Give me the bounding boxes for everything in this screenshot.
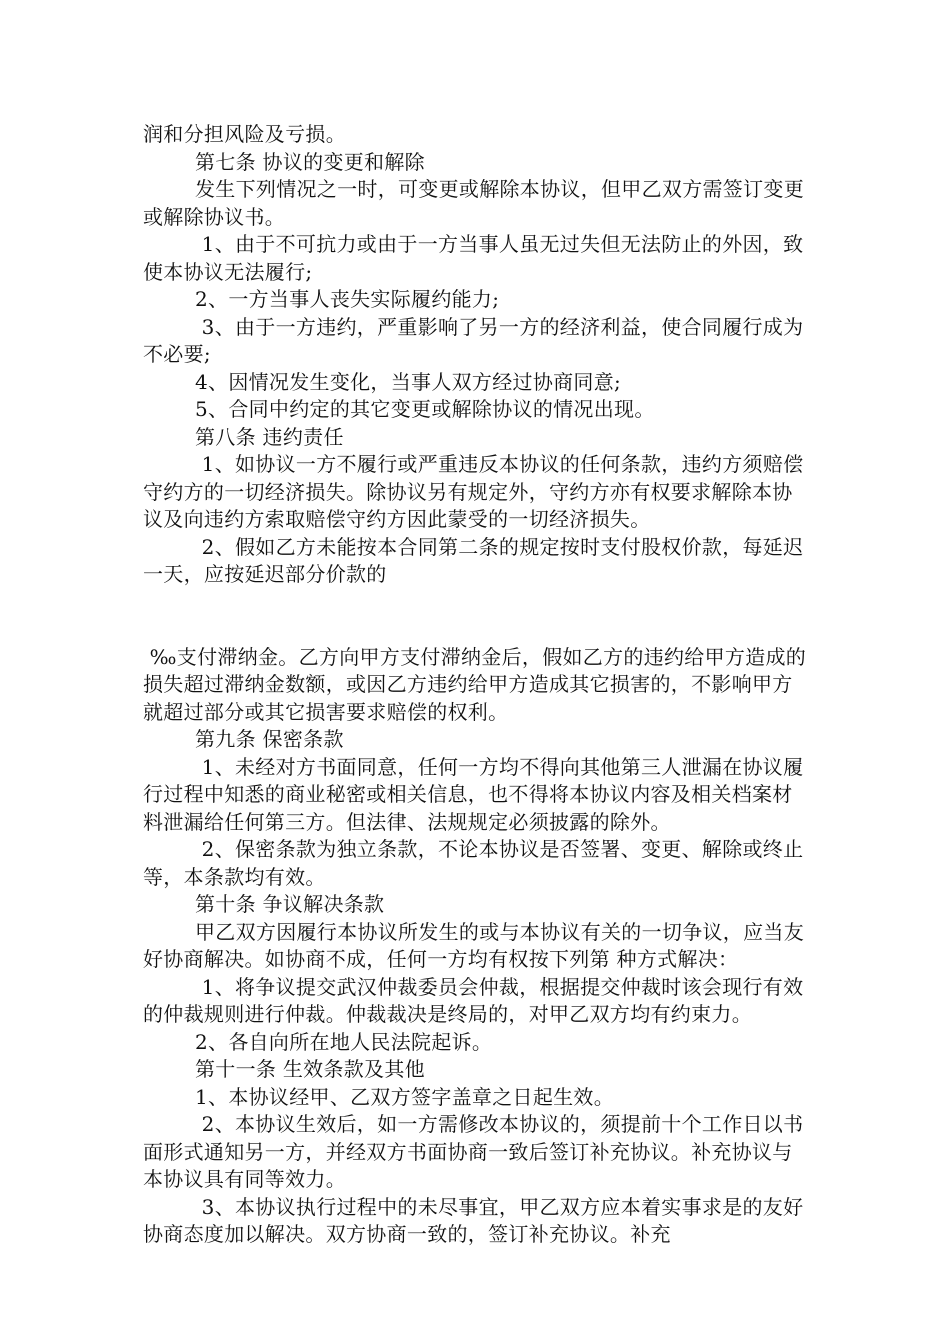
list-item: 3、本协议执行过程中的未尽事宜，甲乙双方应本着实事求是的友好协商态度加以解决。双方协商一致的，签订补充协议。补充	[143, 1194, 804, 1246]
list-item: 2、各自向所在地人民法院起诉。	[195, 1029, 493, 1054]
paragraph: 甲乙双方因履行本协议所发生的或与本协议有关的一切争议，应当友好协商解决。如协商不成，任何一方均有权按下列第 种方式解决：	[143, 919, 804, 971]
section-heading-article-8: 第八条 违约责任	[195, 424, 344, 449]
document-body	[143, 121, 808, 1249]
list-item: 2、本协议生效后，如一方需修改本协议的，须提前十个工作日以书面形式通知另一方，并经双方书面协商一致后签订补充协议。补充协议与本协议具有同等效力。	[143, 1112, 804, 1191]
list-item: 1、未经对方书面同意，任何一方均不得向其他第三人泄漏在协议履行过程中知悉的商业秘密或相关信息，也不得将本协议内容及相关档案材料泄漏给任何第三方。但法律、法规规定必须披露的除外。	[143, 754, 804, 834]
blank-gap	[143, 589, 808, 644]
section-heading-article-11: 第十一条 生效条款及其他	[195, 1057, 425, 1081]
list-item: 1、将争议提交武汉仲裁委员会仲裁，根据提交仲裁时该会现行有效的仲裁规则进行仲裁。仲裁裁决是终局的，对甲乙双方均有约束力。	[143, 974, 804, 1026]
paragraph: 润和分担风险及亏损。	[143, 122, 346, 146]
list-item: 5、合同中约定的其它变更或解除协议的情况出现。	[195, 397, 655, 421]
list-item: 1、本协议经甲、乙双方签字盖章之日起生效。	[195, 1084, 615, 1109]
list-item: 2、保密条款为独立条款，不论本协议是否签署、变更、解除或终止等，本条款均有效。	[143, 837, 804, 889]
paragraph: ‰支付滞纳金。乙方向甲方支付滞纳金后，假如乙方的违约给甲方造成的损失超过滞纳金数额，或因乙方违约给甲方造成其它损害的，不影响甲方就超过部分或其它损害要求赔偿的权利。	[143, 644, 807, 724]
section-heading-article-7: 第七条 协议的变更和解除	[195, 149, 425, 174]
list-item: 2、一方当事人丧失实际履约能力;	[195, 287, 500, 311]
paragraph: 发生下列情况之一时，可变更或解除本协议，但甲乙双方需签订变更或解除协议书。	[143, 177, 804, 229]
list-item: 1、如协议一方不履行或严重违反本协议的任何条款，违约方须赔偿守约方的一切经济损失。除协议另有规定外，守约方亦有权要求解除本协议及向违约方索取赔偿守约方因此蒙受的一切经济损失。	[143, 452, 804, 531]
list-item: 3、由于一方违约，严重影响了另一方的经济利益，使合同履行成为不必要;	[143, 314, 804, 366]
section-heading-article-9: 第九条 保密条款	[195, 727, 344, 751]
section-heading-article-10: 第十条 争议解决条款	[195, 892, 385, 916]
list-item: 1、由于不可抗力或由于一方当事人虽无过失但无法防止的外因，致使本协议无法履行;	[143, 232, 804, 284]
list-item: 4、因情况发生变化，当事人双方经过协商同意;	[195, 369, 622, 394]
list-item: 2、假如乙方未能按本合同第二条的规定按时支付股权价款，每延迟一天，应按延迟部分价款的	[143, 534, 804, 586]
